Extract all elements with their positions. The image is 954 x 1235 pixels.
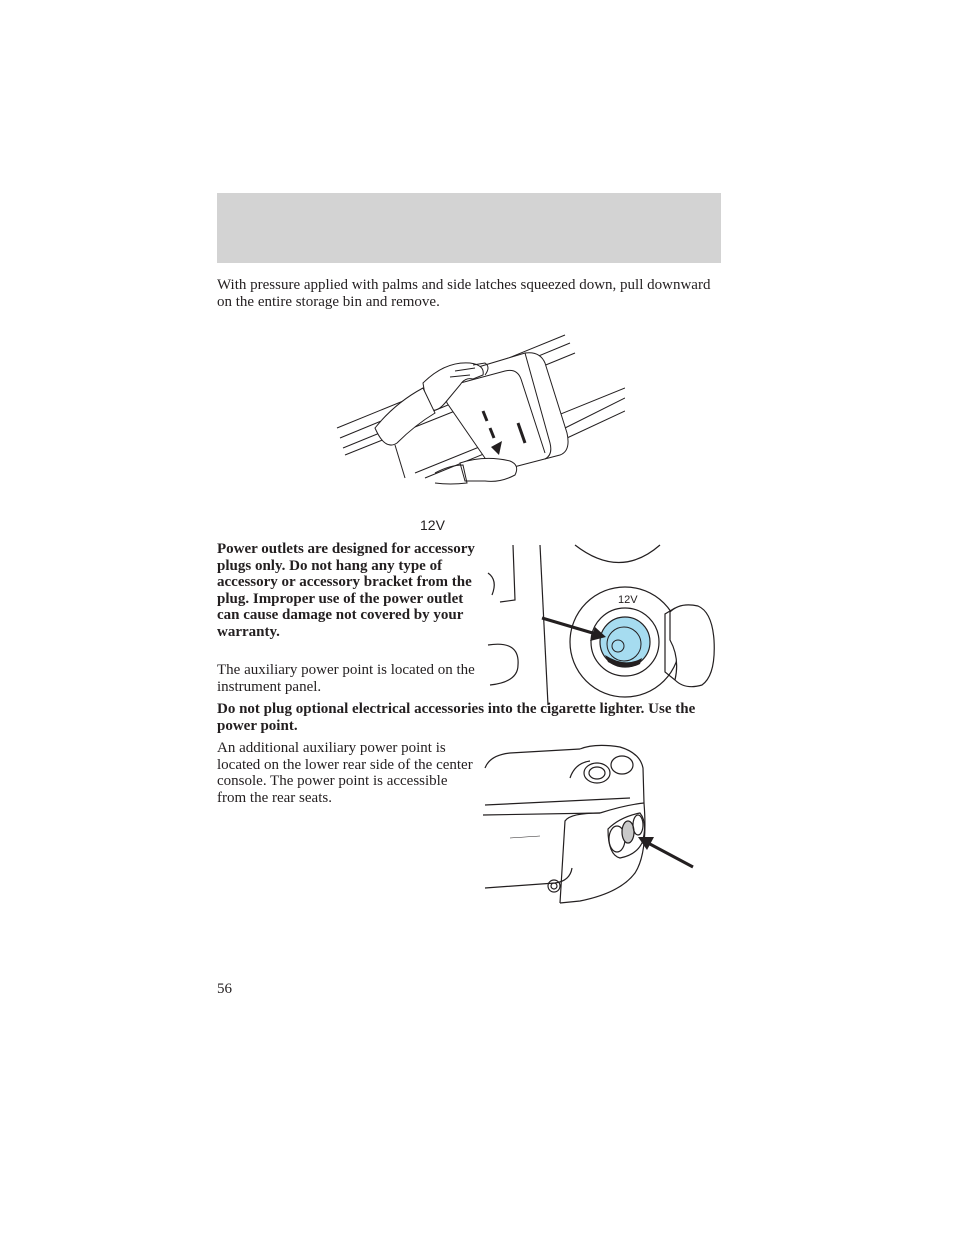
power-point-location-text: The auxiliary power point is located on the instrument panel. [217,662,475,695]
header-band [217,193,721,263]
rear-console-power-point-illustration [480,743,700,908]
power-outlet-warning: Power outlets are designed for accessory plugs only. Do not hang any type of accessory or accessory bracket from the plug. Improper use of the power outlet can cause damage not covered by your warranty. [217,541,475,640]
additional-power-point-text: An additional auxiliary power point is located on the lower rear side of the center console. The power point is accessible from the rear seats. [217,740,473,806]
console-figure [480,743,700,908]
storage-bin-removal-illustration [335,333,625,493]
cigarette-lighter-warning: Do not plug optional electrical accessories into the cigarette lighter. Use the power point. [217,701,696,734]
socket-label: 12V [618,594,638,606]
page-number: 56 [217,981,232,997]
storage-bin-figure [335,333,625,493]
intro-paragraph: With pressure applied with palms and side latches squeezed down, pull downward on the entire storage bin and remove. [217,277,711,310]
power-point-illustration [480,540,720,710]
power-point-figure [480,540,720,710]
power-point-label: 12V [420,517,445,533]
